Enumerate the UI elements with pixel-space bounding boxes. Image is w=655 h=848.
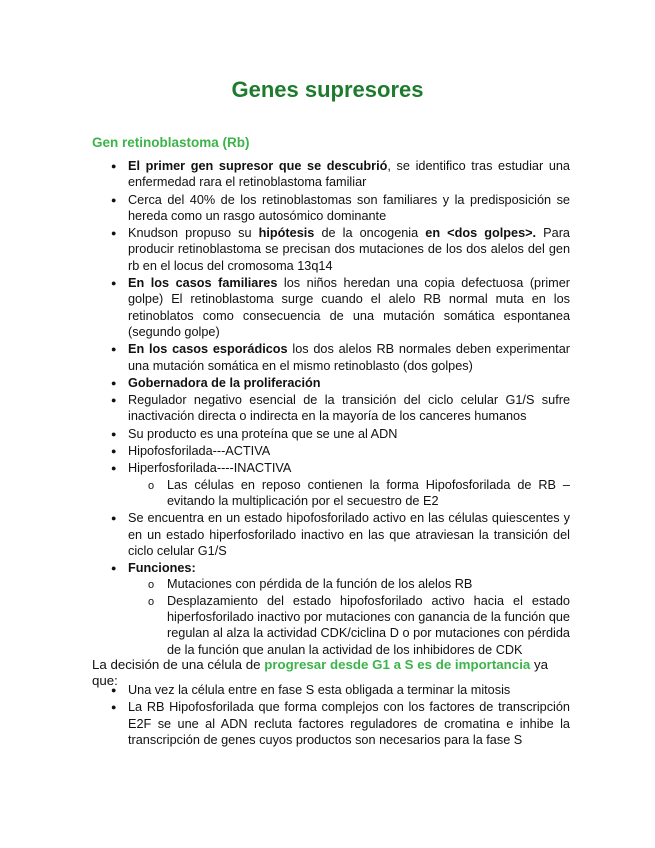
list-item [92,510,570,559]
list-item [92,699,570,748]
item-text: Knudson propuso su [128,226,259,241]
sub-bullet-list [128,576,570,657]
item-text: Su producto es una proteína que se une al ADN [128,426,398,441]
item-text: Las células en reposo contienen la forma Hipofosforilada de RB – evitando la multiplicación por el secuestro de E2 [167,477,570,508]
list-item [92,443,570,459]
item-text: La RB Hipofosforilada que forma complejos con los factores de transcripción E2F se une al ADN recluta factores reguladores de cromatina e inhibe la transcripción de genes cuyos productos son necesarios para la fase S [128,700,570,747]
item-text: Mutaciones con pérdida de la función de los alelos RB [167,577,473,592]
second-bullet-list [92,682,570,749]
item-text: los dos alelos RB normales deben experimentar una mutación somática en el mismo retinoblasto (dos golpes) [128,342,570,373]
item-text: Cerca del 40% de los retinoblastomas son familiares y la predisposición se hereda como un rasgo autosómico dominante [128,192,570,223]
list-item [92,192,570,225]
list-item [92,225,570,274]
sub-list-item [128,576,570,592]
list-item [92,158,570,191]
list-item [92,560,570,658]
item-text: , se identifico tras estudiar una enfermedad rara el retinoblastoma familiar [128,159,570,190]
list-item [92,341,570,374]
bold-text: En los casos esporádicos [128,342,288,357]
list-item [92,392,570,425]
paragraph-text: ya que: [92,657,549,688]
list-item [92,375,570,391]
item-text: los niños heredan una copia defectuosa (primer golpe) El retinoblastoma surge cuando el alelo RB normal muta en los retinoblatos como consecuencia de una mutación somática espontanea (segundo golpe) [128,276,570,339]
item-text: Para producir retinoblastoma se precisan dos mutaciones de los dos alelos del gen rb en el locus del cromosoma 13q14 [128,226,570,273]
bold-text: Funciones: [128,561,196,576]
sub-list-item [128,593,570,658]
list-item [92,682,570,698]
highlight-text: progresar desde G1 a S es de importancia [264,657,531,672]
section-heading: Gen retinoblastoma (Rb) [92,135,250,150]
bold-text: hipótesis [258,226,315,241]
item-text: Hiperfosforilada----INACTIVA [128,461,292,476]
list-item [92,426,570,442]
list-item [92,460,570,509]
sub-bullet-list [128,477,570,510]
list-item [92,275,570,340]
paragraph-text: La decisión de una célula de [92,657,265,672]
bold-text: En los casos familiares [128,276,278,291]
item-text: Se encuentra en un estado hipofosforilado activo en las células quiescentes y en un estado hiperfosforilado inactivo en las que atraviesan la transición del ciclo celular G1/S [128,511,570,558]
page-title: Genes supresores [231,77,424,102]
bold-text: Gobernadora de la proliferación [128,375,321,390]
item-text: Regulador negativo esencial de la transición del ciclo celular G1/S sufre inactivación directa o indirecta en la mayoría de los canceres humanos [128,393,570,424]
item-text: de la oncogenia [314,226,426,241]
main-bullet-list [92,158,570,659]
sub-list-item [128,477,570,510]
item-text: Una vez la célula entre en fase S esta obligada a terminar la mitosis [128,683,511,697]
bold-text: El primer gen supresor que se descubrió [128,159,388,173]
item-text: Hipofosforilada---ACTIVA [128,444,271,459]
bold-text: en <dos golpes>. [425,226,537,241]
item-text: Desplazamiento del estado hipofosforilado activo hacia el estado hiperfosforilado inactivo por mutaciones con ganancia de la función que regulan al alza la actividad CDK/ciclina D o por mutaciones con pérdida de la función que anulan la actividad de los inhibidores de CDK [167,593,570,657]
